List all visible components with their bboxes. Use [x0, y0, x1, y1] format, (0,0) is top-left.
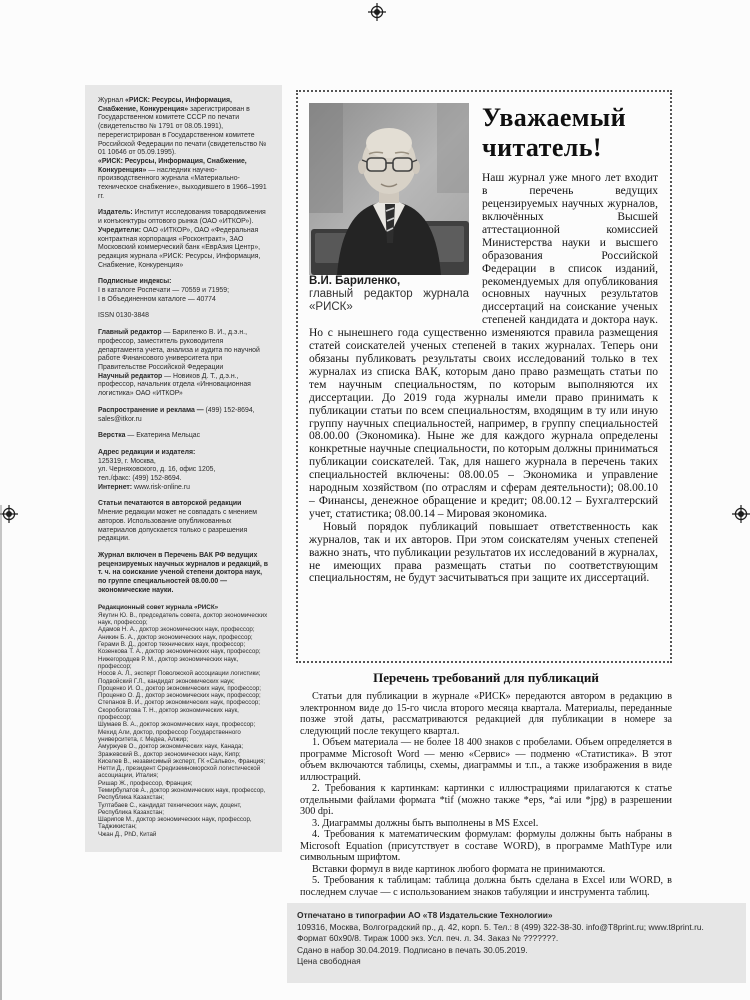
- layout-designer-text: Верстка — Екатерина Мельцас: [98, 432, 201, 440]
- editorial-board-member: Темирбулатов А., доктор экономических наук, профессор, Республика Казахстан;: [98, 786, 266, 802]
- requirement-paragraph: 3. Диаграммы должны быть выполнены в MS Excel.: [312, 817, 539, 829]
- requirements-list: [300, 691, 672, 898]
- editorial-board-member: Якутин Ю. В., председатель совета, доктор экономических наук, профессор;: [98, 611, 268, 627]
- editorial-board-member: Проценко О. Д., доктор экономических наук, профессор;: [98, 692, 261, 700]
- editorial-website-line: Интернет: www.risk-online.ru: [98, 483, 190, 491]
- editor-photo-figure: [309, 103, 469, 314]
- photo-caption-name: В.И. Бариленко,: [309, 275, 401, 287]
- distribution-ads-text: Распространение и реклама — (499) 152-8694, sales@itkor.ru: [98, 406, 255, 423]
- editorial-board-member: Тултабаев С., кандидат технических наук, доцент, Республика Казахстан;: [98, 801, 242, 816]
- science-editor-text: Научный редактор — Новиков Д. Т., д.э.н., профессор, начальник отдела «Инновационная логистика» ОАО «ИТКОР»: [98, 372, 251, 398]
- subscription-index-line: I в каталоге Роспечати — 70559 и 71959;: [98, 287, 230, 295]
- imprint-line: Сдано в набор 30.04.2019. Подписано в печать 30.05.2019.: [297, 944, 528, 955]
- editorial-board-member: Шарипов М., доктор экономических наук, профессор, Таджикистан;: [98, 816, 252, 831]
- editorial-address-line: 125319, г. Москва,: [98, 457, 156, 465]
- imprint-box: [287, 903, 746, 983]
- requirement-paragraph: 1. Объем материала — не более 18 400 знаков с пробелами. Объем определяется в программе Microsoft Word — меню «Сервис» — подменю «Статистика». В этот объем включаются таблицы, схемы, диаграммы и т.п., а также изображения в виде иллюстраций.: [300, 737, 672, 783]
- requirement-paragraph: Вставки формул в виде картинок любого формата не принимаются.: [312, 863, 606, 875]
- founders-text: Учредители: ОАО «ИТКОР», ОАО «Федеральная контрактная корпорация «Росконтракт», ЗАО Московский коммерческий банк «ЕврАзия Центр», редакция журнала «РИСК: Ресурсы, Информация, Снабжение, Конкуренция»: [98, 226, 261, 269]
- subscription-index-line: I в Объединенном каталоге — 40774: [98, 295, 216, 303]
- journal-info-sidebar: [85, 85, 282, 852]
- requirements-title: Перечень требований для публикаций: [373, 670, 599, 685]
- page-scan-edge: [0, 505, 2, 1000]
- requirements-section: [300, 670, 672, 898]
- author-edition-notice-text: Мнение редакции может не совпадать с мнением авторов. Использование опубликованных материалов допускается только с разрешения редакции.: [98, 509, 257, 543]
- editor-letter-panel: [296, 90, 672, 663]
- imprint-line: Формат 60x90/8. Тираж 1000 экз. Усл. печ. л. 34. Заказ № ???????.: [297, 933, 559, 944]
- editorial-board-member: Герами В. Д., доктор технических наук, профессор;: [98, 641, 246, 649]
- editorial-board-member: Шумаев В. А., доктор экономических наук, профессор;: [98, 721, 256, 729]
- editorial-board-member: Подвойский Г.Л., кандидат экономических наук;: [98, 677, 235, 685]
- editorial-board-member: Адамов Н. А., доктор экономических наук, профессор;: [98, 626, 255, 634]
- editorial-board-member: Мехид Али, доктор, профессор Государственного университета, г. Медеа, Алжир;: [98, 728, 241, 743]
- registration-mark-icon: [368, 3, 386, 21]
- registration-mark-icon: [732, 505, 750, 523]
- author-edition-notice-title: Статьи печатаются в авторской редакции: [98, 500, 242, 508]
- editorial-board-title: Редакционный совет журнала «РИСК»: [98, 604, 219, 612]
- editorial-board-member: Козенкова Т. А., доктор экономических наук, профессор;: [98, 648, 261, 656]
- editorial-address-title: Адрес редакции и издателя:: [98, 448, 196, 456]
- editorial-board-member: Зражевский В., доктор экономических наук, Кипр;: [98, 750, 241, 758]
- imprint-lines: [297, 922, 736, 968]
- subscription-indexes-title: Подписные индексы:: [98, 278, 172, 286]
- editorial-board-member: Аникин Б. А., доктор экономических наук, профессор;: [98, 633, 253, 641]
- editorial-board-member: Ришар Ж., профессор, Франция;: [98, 779, 193, 787]
- vak-inclusion-notice: Журнал включен в Перечень ВАК РФ ведущих рецензируемых научных журналов и редакций, в т. ч. на соискание ученой степени доктора наук, по группе специальностей 08.00.00 — экономические науки.: [98, 551, 268, 594]
- editorial-board-member: Проценко И. О., доктор экономических наук, профессор;: [98, 684, 261, 692]
- editorial-board-member: Нижегородцев Р. М., доктор экономических наук, профессор;: [98, 655, 239, 670]
- imprint-title: Отпечатано в типографии АО «Т8 Издательские Технологии»: [297, 910, 553, 920]
- requirement-paragraph: Статьи для публикации в журнале «РИСК» передаются автором в редакцию в электронном виде до 15-го числа второго месяца квартала. Материалы, переданные позже этой даты, рассматриваются редакцией для публикации в номере за следующий после текущего квартал.: [300, 691, 672, 737]
- editorial-board-member: Скоробогатова Т. Н., доктор экономических наук, профессор;: [98, 706, 239, 722]
- editorial-board-member: Амуржуев О., доктор экономических наук, Канада;: [98, 743, 244, 751]
- letter-title: Уважаемый читатель!: [482, 103, 626, 163]
- editorial-address-line: ул. Черняховского, д. 16, офис 1205,: [98, 466, 216, 474]
- requirement-paragraph: 2. Требования к картинкам: картинки с иллюстрациями прилагаются к статье отдельными файлами формата *tif (можно также *eps, *ai или *jpg) в разрешении 300 dpi.: [300, 783, 672, 817]
- journal-registration-text: Журнал «РИСК: Ресурсы, Информация, Снабжение, Конкуренция» зарегистрирован в Государственном комитете СССР по печати (свидетельство № 1791 от 08.05.1991), перерегистрирован в Государственном комитете Российской Федерации по печати (свидетельство № 01 10646 от 05.09.1995).: [98, 97, 267, 157]
- letter-paragraph: Наш журнал уже много лет входит в перечень ведущих рецензируемых научных журналов, включённых Высшей аттестационной комиссией Министерства науки и высшего образования Российской Федерации в список изданий, рекомендуемых для опубликования основных научных результатов диссертаций на соискание ученых степеней кандидата и доктора наук. Но с нынешнего года существенно изменяются правила размещения статей соискателей ученых степеней в таких журналах. Теперь они обязаны публиковать результаты своих исследований только в тех журналах из списка ВАК, которым дано право размещать статьи по тем научным специальностям, по которым выполняются их диссертации. До 2019 года журналы имели право принимать к публикации статьи по всем специальностям, входящим в ту или иную группу научных специальностей, например, в группу специальностей 08.00.00 (Экономика). Ныне же для каждого журнала определены конкретные научные специальности, по которым должны приниматься публикации соискателей. Так, для нашего журнала в перечень таких специальностей включены: 08.00.05 – Экономика и управление народным хозяйством (по отраслям и сферам деятельности); 08.00.10 – Финансы, денежное обращение и кредит; 08.00.12 – Бухгалтерский учет, статистика; 08.00.14 – Мировая экономика.: [309, 172, 658, 520]
- requirement-paragraph: 5. Требования к таблицам: таблица должна быть сделана в Excel или WORD, в последнем случае — с использованием знаков табуляции и инструмента таблиц.: [300, 875, 672, 898]
- publisher-text: Издатель: Институт исследования товародвижения и конъюнктуры оптового рынка (ОАО «ИТКОР»).: [98, 209, 266, 226]
- issn-number: ISSN 0130-3848: [98, 312, 149, 320]
- editorial-phone-line: тел./факс: (499) 152-8694.: [98, 475, 182, 483]
- editorial-board-member: Чжан Д., PhD, Китай: [98, 830, 157, 838]
- requirement-paragraph: 4. Требования к математическим формулам: формулы должны быть набраны в Microsoft Equation (присутствует в составе WORD), в программе MathType или символьным шрифтом.: [300, 829, 672, 863]
- registration-mark-icon: [0, 505, 18, 523]
- editor-portrait-photo: [309, 103, 469, 275]
- photo-caption-role: главный редактор журнала «РИСК»: [309, 287, 469, 313]
- editorial-board-member: Носов А. Л., эксперт Поволжской ассоциации логистики;: [98, 670, 261, 678]
- editorial-board-member: Нетти Д., президент Средиземноморской логистической ассоциации, Италия;: [98, 765, 261, 780]
- chief-editor-text: Главный редактор — Бариленко В. И., д.э.н., профессор, заместитель руководителя департамента учета, анализа и аудита по научной работе Финансового университета при Правительстве Российской Федерации: [98, 329, 260, 371]
- letter-paragraph: Новый порядок публикаций повышает ответственность как журналов, так и их авторов. При этом соискателям ученых степеней важно знать, что публикации результатов их исследований в журналах, не имеющих права размещать статьи по соответствующим специальностям, не будут засчитываться при защите их диссертаций.: [309, 520, 658, 585]
- journal-heritage-text: «РИСК: Ресурсы, Информация, Снабжение, Конкуренция» — наследник научно-производственного журнала «Материально-техническое снабжение», выходившего в 1966–1991 гг.: [98, 157, 267, 200]
- editorial-board-member: Киселев В., независимый эксперт, ГК «Сальво», Франция;: [98, 757, 266, 765]
- editorial-board-list: [98, 612, 269, 838]
- imprint-line: 109316, Москва, Волгоградский пр., д. 42, корп. 5. Тел.: 8 (499) 322-38-30. info@T8print.ru; www.t8print.ru.: [297, 921, 704, 932]
- imprint-line: Цена свободная: [297, 956, 361, 967]
- editorial-board-member: Степанов В. И., доктор экономических наук, профессор;: [98, 699, 261, 707]
